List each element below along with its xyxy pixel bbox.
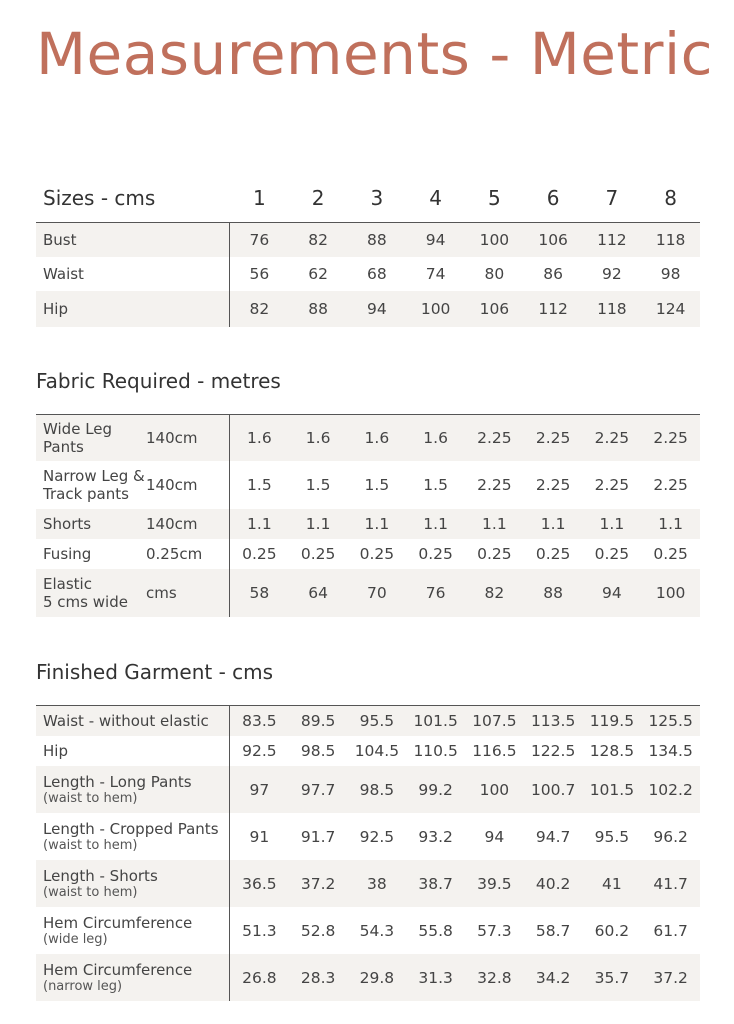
value-cell: 64 <box>308 584 328 602</box>
row-label-text <box>43 742 68 760</box>
fabric-width: 140cm <box>146 476 198 494</box>
value-cell: 101.5 <box>413 712 458 730</box>
size-col-header: 4 <box>429 186 442 210</box>
finished-grid <box>36 706 700 1001</box>
fabric-name <box>36 545 146 563</box>
row-label-sub: (waist to hem) <box>43 791 138 806</box>
size-col-header: 3 <box>370 186 384 210</box>
value-cell: 106 <box>479 300 510 318</box>
size-col-header: 7 <box>605 186 619 210</box>
sizes-header-label: Sizes - cms <box>43 186 156 210</box>
table-row <box>36 257 700 291</box>
value-cell: 58.7 <box>535 921 571 940</box>
value-cell: 98 <box>660 265 681 283</box>
value-cell: 38 <box>367 874 387 893</box>
row-label <box>36 415 230 461</box>
value-cell: 58 <box>249 584 270 602</box>
fabric-heading: Fabric Required - metres <box>36 369 281 393</box>
fabric-width: cms <box>146 584 177 602</box>
row-label <box>36 539 230 569</box>
value-cell: 2.25 <box>535 476 571 494</box>
row-label <box>36 766 230 813</box>
finished-heading: Finished Garment - cms <box>36 660 274 684</box>
table-row <box>36 907 700 954</box>
value-cell: 0.25 <box>653 545 688 563</box>
value-cell: 57.3 <box>477 921 512 940</box>
fabric-name-line1: Narrow Leg & <box>43 467 145 485</box>
row-label <box>36 813 230 860</box>
value-cell: 1.1 <box>482 515 507 533</box>
value-cell: 1.1 <box>599 515 625 533</box>
value-cell: 61.7 <box>653 921 688 940</box>
fabric-name <box>36 467 146 503</box>
fabric-name <box>36 420 146 456</box>
page-title: Measurements - Metric <box>36 20 714 88</box>
value-cell: 26.8 <box>242 968 277 987</box>
value-cell: 60.2 <box>594 921 630 940</box>
fabric-name-line1: Fusing <box>43 545 92 563</box>
fabric-name-line1: Shorts <box>43 515 92 533</box>
row-label-main: Hem Circumference <box>43 961 193 979</box>
table-row <box>36 539 700 569</box>
row-label-text <box>43 712 209 730</box>
row-label-main: Length - Shorts <box>43 867 158 885</box>
row-label <box>36 461 230 509</box>
row-label-text <box>43 773 192 806</box>
value-cell: 92 <box>602 265 622 283</box>
value-cell: 32.8 <box>477 968 512 987</box>
row-label-main: Waist - without elastic <box>43 712 209 730</box>
value-cell: 1.1 <box>247 515 272 533</box>
value-cell: 99.2 <box>418 780 453 799</box>
value-cell: 0.25 <box>418 545 453 563</box>
row-label-sub: (waist to hem) <box>43 885 138 900</box>
row-label-sub: (wide leg) <box>43 932 108 947</box>
value-cell: 98.5 <box>300 742 336 760</box>
row-label: Waist <box>36 257 230 291</box>
value-cell: 112 <box>597 231 627 249</box>
value-cell: 110.5 <box>413 742 458 760</box>
value-cell: 2.25 <box>594 429 630 447</box>
value-cell: 29.8 <box>359 968 395 987</box>
table-row <box>36 415 700 461</box>
value-cell: 28.3 <box>300 968 336 987</box>
value-cell: 0.25 <box>535 545 571 563</box>
value-cell: 94 <box>425 231 446 249</box>
value-cell: 92.5 <box>359 827 395 846</box>
value-cell: 1.6 <box>364 429 390 447</box>
fabric-name-line2: Track pants <box>43 485 129 503</box>
value-cell: 36.5 <box>242 874 277 893</box>
value-cell: 91 <box>249 827 270 846</box>
value-cell: 95.5 <box>359 712 395 730</box>
value-cell: 106 <box>538 231 568 249</box>
fabric-grid <box>36 415 700 617</box>
row-label-main: Length - Cropped Pants <box>43 820 219 838</box>
value-cell: 94 <box>367 300 387 318</box>
fabric-width: 140cm <box>146 429 198 447</box>
value-cell: 41.7 <box>653 874 688 893</box>
value-cell: 1.6 <box>247 429 272 447</box>
fabric-name-line2: 5 cms wide <box>43 593 128 611</box>
value-cell: 107.5 <box>472 712 517 730</box>
fabric-name <box>36 515 146 533</box>
value-cell: 31.3 <box>418 968 453 987</box>
table-row <box>36 860 700 907</box>
sizes-grid <box>36 223 700 327</box>
row-label <box>36 954 230 1001</box>
value-cell: 124 <box>655 300 686 318</box>
value-cell: 94 <box>484 827 505 846</box>
value-cell: 62 <box>308 265 328 283</box>
value-cell: 101.5 <box>589 780 635 799</box>
value-cell: 80 <box>484 265 505 283</box>
row-label <box>36 706 230 736</box>
table-row <box>36 813 700 860</box>
value-cell: 68 <box>367 265 387 283</box>
value-cell: 0.25 <box>242 545 277 563</box>
row-label <box>36 907 230 954</box>
value-cell: 98.5 <box>359 780 395 799</box>
row-label-main: Length - Long Pants <box>43 773 192 791</box>
value-cell: 97.7 <box>300 780 336 799</box>
value-cell: 2.25 <box>594 476 630 494</box>
value-cell: 2.25 <box>653 429 688 447</box>
fabric-name <box>36 575 146 611</box>
row-label-text <box>43 820 219 853</box>
value-cell: 1.1 <box>540 515 566 533</box>
value-cell: 100 <box>420 300 451 318</box>
row-label-main: Hem Circumference <box>43 914 193 932</box>
row-label-text <box>43 867 158 900</box>
row-label-text <box>43 961 192 994</box>
row-label-text <box>43 914 192 947</box>
size-col-header: 1 <box>253 186 266 210</box>
finished-table <box>36 705 700 1001</box>
value-cell: 0.25 <box>300 545 336 563</box>
value-cell: 39.5 <box>477 874 512 893</box>
value-cell: 0.25 <box>594 545 630 563</box>
fabric-width: 0.25cm <box>146 545 203 563</box>
value-cell: 88 <box>308 300 328 318</box>
value-cell: 100 <box>479 780 510 799</box>
value-cell: 54.3 <box>359 921 395 940</box>
value-cell: 1.1 <box>364 515 390 533</box>
table-row <box>36 736 700 766</box>
value-cell: 122.5 <box>530 742 576 760</box>
value-cell: 55.8 <box>418 921 453 940</box>
value-cell: 1.1 <box>658 515 683 533</box>
fabric-name-line1: Wide Leg <box>43 420 113 438</box>
value-cell: 94 <box>602 584 622 602</box>
value-cell: 51.3 <box>242 921 277 940</box>
value-cell: 112 <box>538 300 568 318</box>
row-label: Bust <box>36 223 230 257</box>
fabric-table <box>36 414 700 617</box>
value-cell: 35.7 <box>594 968 630 987</box>
value-cell: 92.5 <box>242 742 277 760</box>
table-row <box>36 509 700 539</box>
value-cell: 82 <box>249 300 270 318</box>
value-cell: 119.5 <box>589 712 635 730</box>
value-cell: 83.5 <box>242 712 277 730</box>
value-cell: 2.25 <box>653 476 688 494</box>
value-cell: 1.1 <box>423 515 448 533</box>
value-cell: 76 <box>425 584 446 602</box>
value-cell: 97 <box>249 780 270 799</box>
value-cell: 88 <box>367 231 387 249</box>
table-row <box>36 766 700 813</box>
value-cell: 82 <box>308 231 328 249</box>
size-col-header: 5 <box>488 186 501 210</box>
value-cell: 95.5 <box>594 827 630 846</box>
value-cell: 125.5 <box>648 712 693 730</box>
table-row <box>36 706 700 736</box>
value-cell: 116.5 <box>472 742 517 760</box>
value-cell: 102.2 <box>648 780 693 799</box>
row-label <box>36 569 230 617</box>
row-label-main: Hip <box>43 742 68 760</box>
value-cell: 94.7 <box>535 827 571 846</box>
value-cell: 118 <box>597 300 627 318</box>
row-label-sub: (waist to hem) <box>43 838 138 853</box>
row-label-sub: (narrow leg) <box>43 979 123 994</box>
value-cell: 113.5 <box>530 712 576 730</box>
value-cell: 104.5 <box>354 742 400 760</box>
value-cell: 88 <box>543 584 563 602</box>
value-cell: 100 <box>655 584 686 602</box>
value-cell: 70 <box>367 584 387 602</box>
table-row <box>36 461 700 509</box>
value-cell: 1.6 <box>305 429 331 447</box>
size-col-header: 6 <box>546 186 560 210</box>
value-cell: 100.7 <box>530 780 576 799</box>
value-cell: 34.2 <box>535 968 571 987</box>
row-label: Hip <box>36 291 230 327</box>
value-cell: 100 <box>479 231 510 249</box>
row-label <box>36 860 230 907</box>
value-cell: 93.2 <box>418 827 453 846</box>
sizes-table <box>36 174 700 327</box>
row-label <box>36 509 230 539</box>
value-cell: 128.5 <box>589 742 635 760</box>
table-row <box>36 223 700 257</box>
value-cell: 38.7 <box>418 874 453 893</box>
value-cell: 2.25 <box>535 429 571 447</box>
table-row <box>36 291 700 327</box>
value-cell: 2.25 <box>477 476 512 494</box>
table-row <box>36 569 700 617</box>
value-cell: 96.2 <box>653 827 688 846</box>
value-cell: 76 <box>249 231 270 249</box>
fabric-name-line2: Pants <box>43 438 84 456</box>
value-cell: 89.5 <box>300 712 336 730</box>
value-cell: 134.5 <box>648 742 693 760</box>
value-cell: 2.25 <box>477 429 512 447</box>
value-cell: 37.2 <box>653 968 688 987</box>
row-label <box>36 736 230 766</box>
value-cell: 37.2 <box>300 874 336 893</box>
value-cell: 1.5 <box>305 476 331 494</box>
size-col-header: 2 <box>311 186 325 210</box>
value-cell: 41 <box>602 874 622 893</box>
value-cell: 56 <box>249 265 270 283</box>
value-cell: 1.5 <box>364 476 390 494</box>
value-cell: 74 <box>425 265 446 283</box>
value-cell: 1.1 <box>305 515 331 533</box>
value-cell: 86 <box>543 265 563 283</box>
value-cell: 1.5 <box>247 476 272 494</box>
value-cell: 1.6 <box>423 429 448 447</box>
value-cell: 1.5 <box>423 476 448 494</box>
value-cell: 40.2 <box>535 874 571 893</box>
fabric-width: 140cm <box>146 515 198 533</box>
sizes-header-row <box>36 174 700 223</box>
value-cell: 91.7 <box>300 827 336 846</box>
value-cell: 52.8 <box>300 921 336 940</box>
value-cell: 118 <box>655 231 686 249</box>
value-cell: 0.25 <box>359 545 395 563</box>
value-cell: 82 <box>484 584 505 602</box>
fabric-name-line1: Elastic <box>43 575 92 593</box>
size-col-header: 8 <box>664 186 677 210</box>
table-row <box>36 954 700 1001</box>
value-cell: 0.25 <box>477 545 512 563</box>
